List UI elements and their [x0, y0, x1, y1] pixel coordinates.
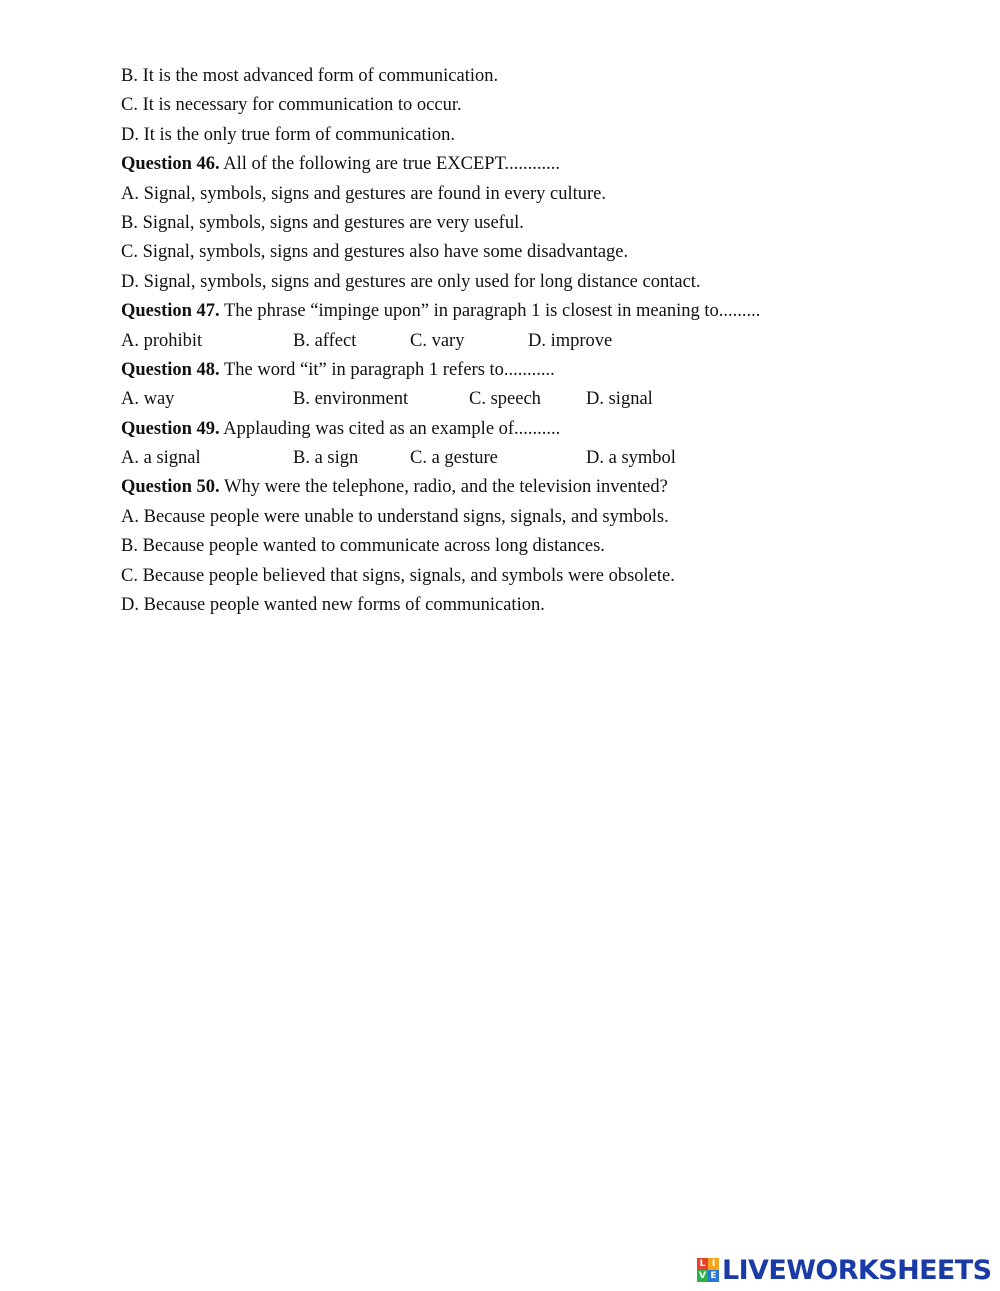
worksheet-page	[121, 62, 941, 620]
q48-options	[121, 385, 941, 414]
q49-option-c: C. a gesture	[410, 448, 498, 469]
question-46	[121, 150, 941, 179]
q49-options	[121, 444, 941, 473]
question-47-text: The phrase “impinge upon” in paragraph 1 is closest in meaning to.........	[219, 301, 761, 322]
question-50-label: Question 50.	[121, 477, 220, 498]
question-48-label: Question 48.	[121, 359, 220, 380]
q48-option-d: D. signal	[586, 389, 653, 410]
q49-option-d: D. a symbol	[586, 448, 676, 469]
question-48-text: The word “it” in paragraph 1 refers to...........	[219, 359, 555, 380]
q50-option-a: A. Because people were unable to understand signs, signals, and symbols.	[121, 506, 669, 527]
q48-option-a: A. way	[121, 389, 175, 410]
logo-brand-text: LIVEWORKSHEETS	[722, 1254, 992, 1286]
liveworksheets-logo[interactable]	[697, 1255, 991, 1285]
question-50-text: Why were the telephone, radio, and the television invented?	[219, 477, 668, 498]
logo-letter-l: L	[697, 1258, 708, 1270]
question-49-label: Question 49.	[121, 418, 220, 439]
q46-option-d: D. Signal, symbols, signs and gestures are only used for long distance contact.	[121, 271, 701, 292]
q46-option-c: C. Signal, symbols, signs and gestures also have some disadvantage.	[121, 242, 629, 263]
q50-option-d: D. Because people wanted new forms of communication.	[121, 595, 545, 616]
q45-option-c: C. It is necessary for communication to occur.	[121, 95, 462, 116]
logo-letter-v: V	[697, 1270, 708, 1282]
question-49	[121, 415, 941, 444]
question-46-label: Question 46.	[121, 154, 220, 175]
question-47-label: Question 47.	[121, 301, 220, 322]
question-50	[121, 473, 941, 502]
q50-option-b: B. Because people wanted to communicate across long distances.	[121, 536, 605, 557]
q48-option-b: B. environment	[293, 389, 409, 410]
question-49-text: Applauding was cited as an example of..........	[219, 418, 561, 439]
logo-letter-i: I	[708, 1258, 719, 1270]
live-blocks-icon	[697, 1258, 719, 1282]
q46-option-b: B. Signal, symbols, signs and gestures are very useful.	[121, 212, 524, 233]
q47-option-c: C. vary	[410, 330, 465, 351]
q46-option-a: A. Signal, symbols, signs and gestures are found in every culture.	[121, 183, 607, 204]
q50-option-c: C. Because people believed that signs, signals, and symbols were obsolete.	[121, 565, 675, 586]
question-48	[121, 356, 941, 385]
q49-option-b: B. a sign	[293, 448, 359, 469]
q48-option-c: C. speech	[469, 389, 541, 410]
question-47	[121, 297, 941, 326]
q47-option-b: B. affect	[293, 330, 357, 351]
question-46-text: All of the following are true EXCEPT............	[219, 154, 560, 175]
q49-option-a: A. a signal	[121, 448, 201, 469]
q47-options	[121, 327, 941, 356]
q45-option-d: D. It is the only true form of communication.	[121, 124, 455, 145]
q45-option-b: B. It is the most advanced form of communication.	[121, 66, 499, 86]
q47-option-a: A. prohibit	[121, 330, 203, 351]
logo-letter-e: E	[708, 1270, 719, 1282]
q47-option-d: D. improve	[528, 330, 613, 351]
